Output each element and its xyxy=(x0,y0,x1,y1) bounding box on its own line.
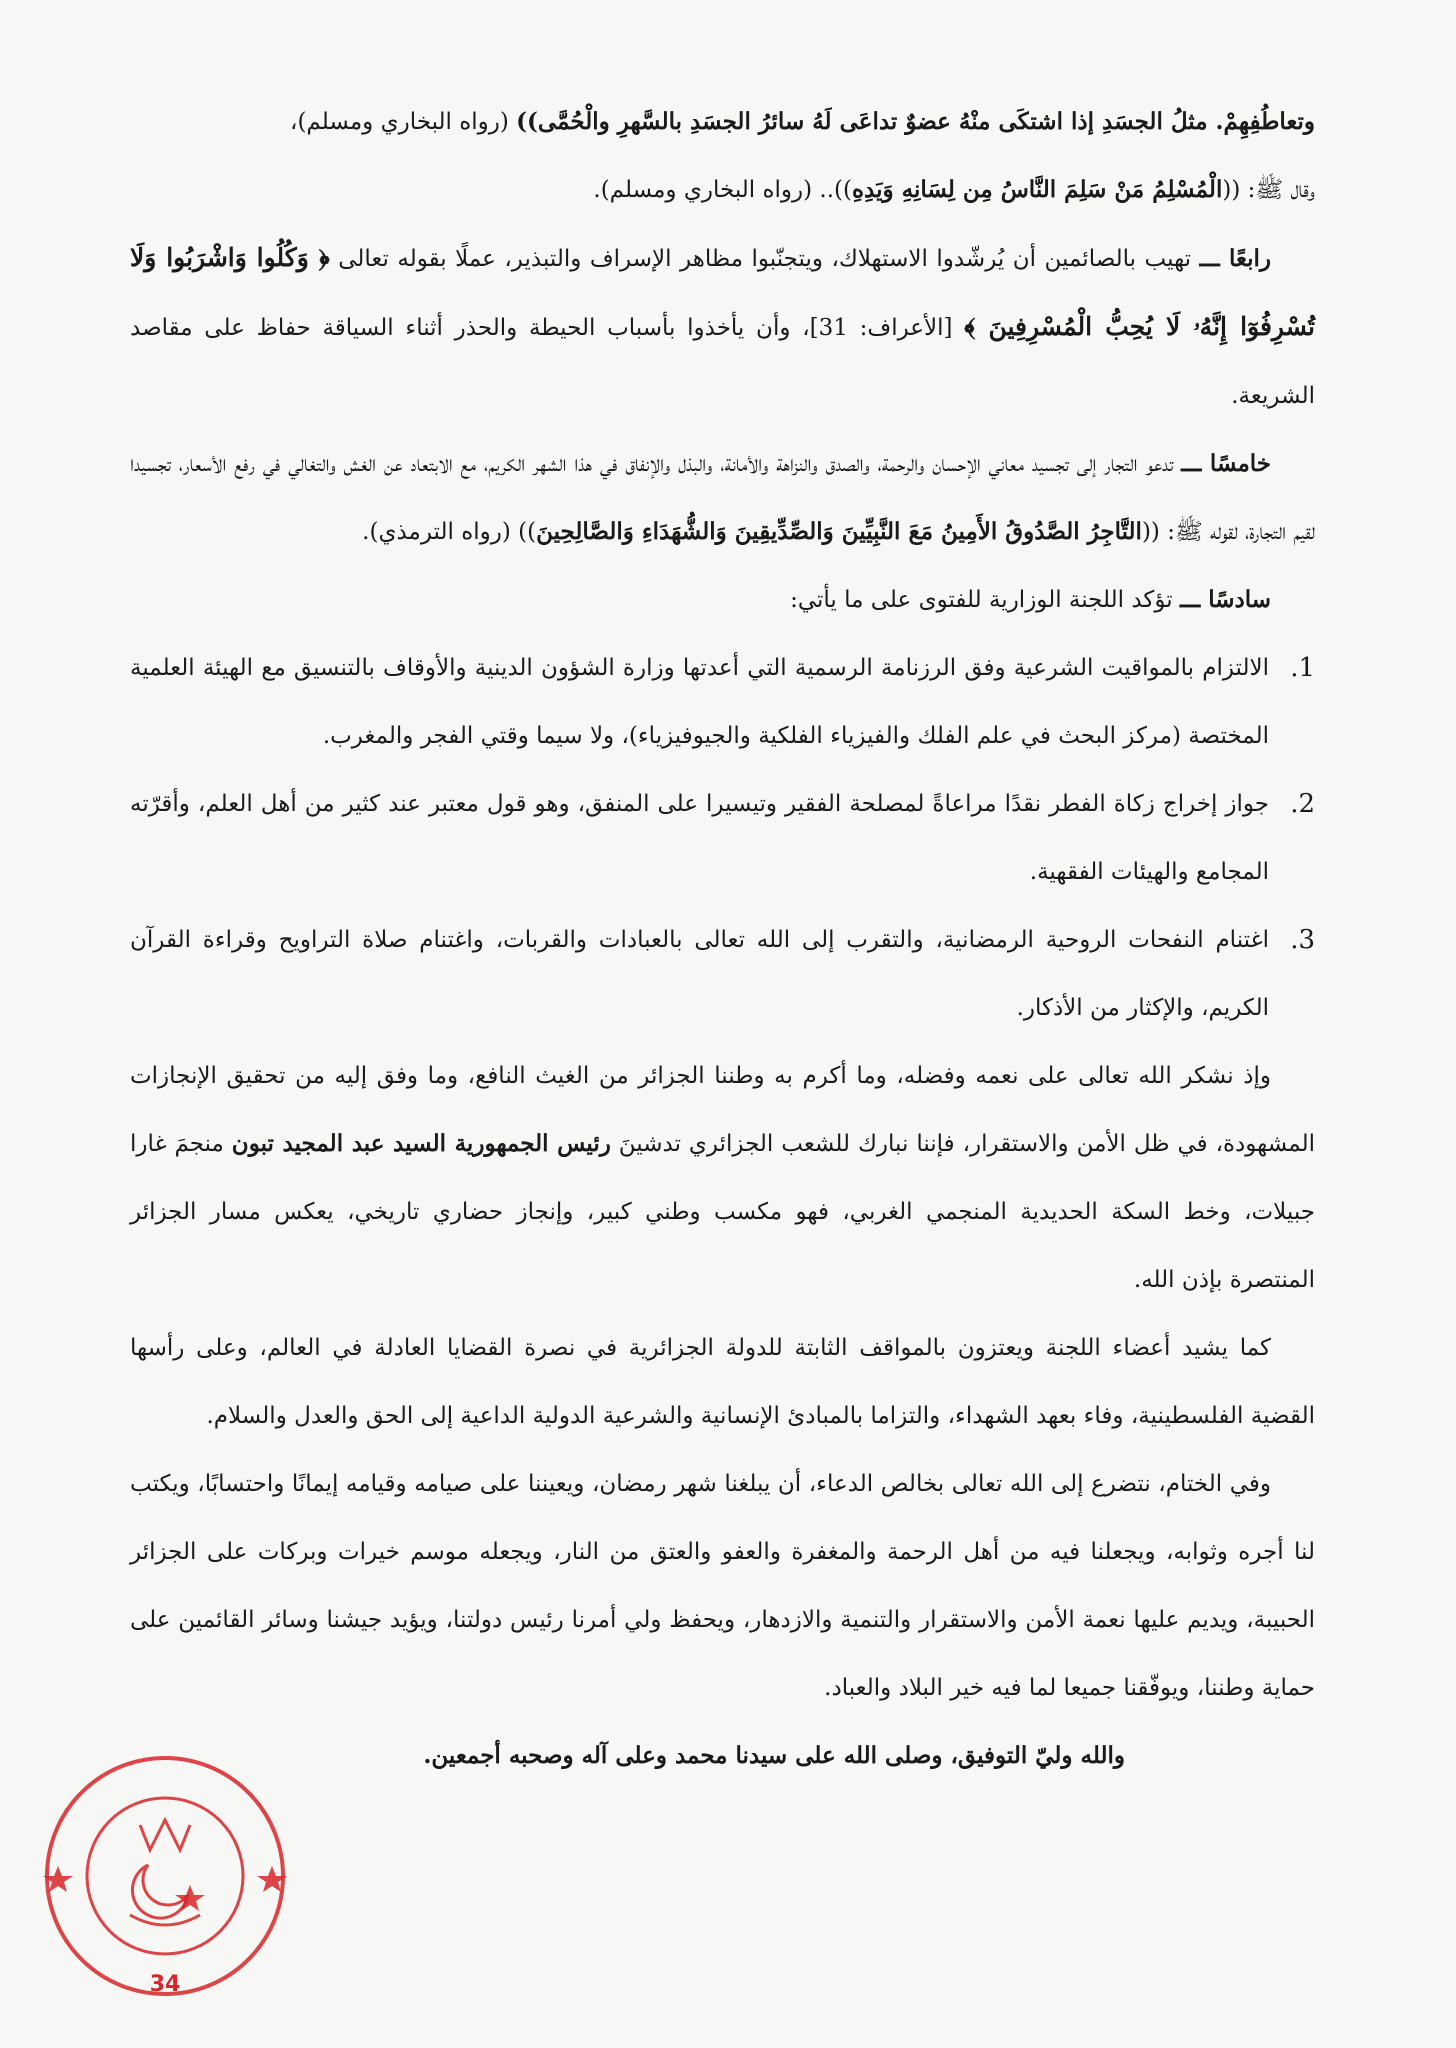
section-fifth xyxy=(130,430,1315,566)
hadith-reference: )) (رواه الترمذي). xyxy=(362,519,537,545)
list-item xyxy=(130,770,1315,906)
section-text-2: [الأعراف: 31]، وأن يأخذوا بأسباب الحيطة والحذر أثناء السياقة حفاظ على مقاصد الشريعة. xyxy=(130,315,1315,409)
quran-verse: ﴿ وَكُلُوا وَاشْرَبُوا وَلَا تُسْرِفُوٓا إِنَّهُۥ لَا يُحِبُّ الْمُسْرِفِينَ ﴾ xyxy=(130,243,1315,341)
list-number: 2. xyxy=(1290,789,1315,819)
list-number: 1. xyxy=(1290,653,1315,683)
section-label: خامسًا ـــ xyxy=(1181,450,1272,477)
closing-line: والله وليّ التوفيق، وصلى الله على سيدنا محمد وعلى آله وصحبه أجمعين. xyxy=(423,1742,1125,1769)
palestine-paragraph: كما يشيد أعضاء اللجنة ويعتزون بالمواقف الثابتة للدولة الجزائرية في نصرة القضايا العادلة في العالم، وعلى رأسها القضية الفلسطينية، وفاء بعهد الشهداء، والتزاما بالمبادئ الإنسانية والشرعية الدولية الداعية إلى الحق والعدل والسلام. xyxy=(130,1335,1315,1429)
dua-paragraph: وفي الختام، نتضرع إلى الله تعالى بخالص الدعاء، أن يبلغنا شهر رمضان، ويعيننا على صيامه وقيامه إيمانًا واحتسابًا، ويكتب لنا أجره وثوابه، ويجعلنا فيه من أهل الرحمة والمغفرة والعفو والعتق من النار، ويجعله موسم خيرات وبركات على الجزائر الحبيبة، ويديم عليها نعمة الأمن والاستقرار والتنمية والازدهار، ويحفظ ولي أمرنا رئيس دولتنا، ويؤيد جيشنا وسائر القائمين على حماية وطننا، ويوفّقنا جميعا لما فيه خير البلاد والعباد. xyxy=(130,1471,1315,1701)
list-item-text: الالتزام بالمواقيت الشرعية وفق الرزنامة الرسمية التي أعدتها وزارة الشؤون الدينية والأوقاف بالتنسيق مع الهيئة العلمية المختصة (مركز البحث في علم الفلك والفيزياء الفلكية والجيوفيزياء)، ولا سيما وقتي الفجر والمغرب. xyxy=(130,655,1269,749)
list-item-text: اغتنام النفحات الروحية الرمضانية، والتقرب إلى الله تعالى بالعبادات والقربات، واغتنام صلاة التراويح وقراءة القرآن الكريم، والإكثار من الأذكار. xyxy=(130,927,1269,1021)
hadith-text-2: الْمُسْلِمُ مَنْ سَلِمَ النَّاسُ مِن لِسَانِهِ وَيَدِهِ xyxy=(851,176,1223,203)
section-label: سادسًا ـــ xyxy=(1179,586,1271,613)
official-stamp xyxy=(40,1745,290,2007)
document-body xyxy=(130,88,1315,1790)
section-fourth xyxy=(130,224,1315,430)
section-text: تؤكد اللجنة الوزارية للفتوى على ما يأتي: xyxy=(790,587,1180,613)
section-text: تهيب بالصائمين أن يُرشّدوا الاستهلاك، ويتجنّبوا مظاهر الإسراف والتبذير، عملًا بقوله تعالى xyxy=(329,246,1200,272)
list-number: 3. xyxy=(1290,925,1315,955)
president-name: رئيس الجمهورية السيد عبد المجيد تبون xyxy=(231,1130,611,1157)
list-item-text: جواز إخراج زكاة الفطر نقدًا مراعاةً لمصلحة الفقير وتيسيرا على المنفق، وهو قول معتبر عند كثير من أهل العلم، وأقرّته المجامع والهيئات الفقهية. xyxy=(130,791,1269,885)
hadith-text: التَّاجِرُ الصَّدُوقُ الأَمِينُ مَعَ النَّبِيِّينَ وَالصِّدِّيقِينَ وَالشُّهَدَاءِ وَالصَّالِحِينَ xyxy=(536,518,1142,545)
intro-hadith-paragraph xyxy=(130,88,1315,224)
paragraph-text: وإذ نشكر الله تعالى على نعمه وفضله، وما أكرم به وطننا الجزائر من الغيث النافع، وما وفق إليه من تحقيق الإنجازات المشهودة، في ظل الأمن والاستقرار، فإننا نبارك للشعب الجزائري تدشينَ xyxy=(130,1063,1315,1157)
stamp-ring-text xyxy=(40,1745,49,1749)
section-sixth xyxy=(130,566,1315,634)
section-text: تدعو التجار إلى تجسيد معاني الإحسان والرحمة، والصدق والنزاهة والأمانة، والبذل والإنفاق في هذا الشهر الكريم، مع الابتعاد عن الغش والتغالي في رفع الأسعار، تجسيدا لقيم التجارة، لقوله ﷺ: (( xyxy=(130,451,1315,545)
fatwa-list xyxy=(130,634,1315,1042)
hadith-text: وتعاطُفِهِمْ. مثلُ الجسَدِ إذا اشتكَى منْهُ عضوٌ تداعَى لَهُ سائرُ الجسَدِ بالسَّهرِ والْحُمَّى)) xyxy=(516,108,1315,135)
section-label: رابعًا ـــ xyxy=(1199,245,1271,272)
paragraph-text-2: منجمَ غارا جبيلات، وخط السكة الحديدية المنجمي الغربي، فهو مكسب وطني كبير، وإنجاز حضاري تاريخي، يعكس مسار الجزائر المنتصرة بإذن الله. xyxy=(130,1131,1315,1293)
hadith-reference: (رواه البخاري ومسلم)، xyxy=(290,109,517,135)
hadith-reference-2: )).. (رواه البخاري ومسلم). xyxy=(593,177,852,203)
stamp-seal-icon xyxy=(40,1745,290,2007)
stamp-number: 34 xyxy=(149,1972,181,1997)
list-item xyxy=(130,634,1315,770)
list-item xyxy=(130,906,1315,1042)
hadith-intro: وقال ﷺ: (( xyxy=(1222,177,1315,203)
thanks-paragraph xyxy=(130,1042,1315,1314)
